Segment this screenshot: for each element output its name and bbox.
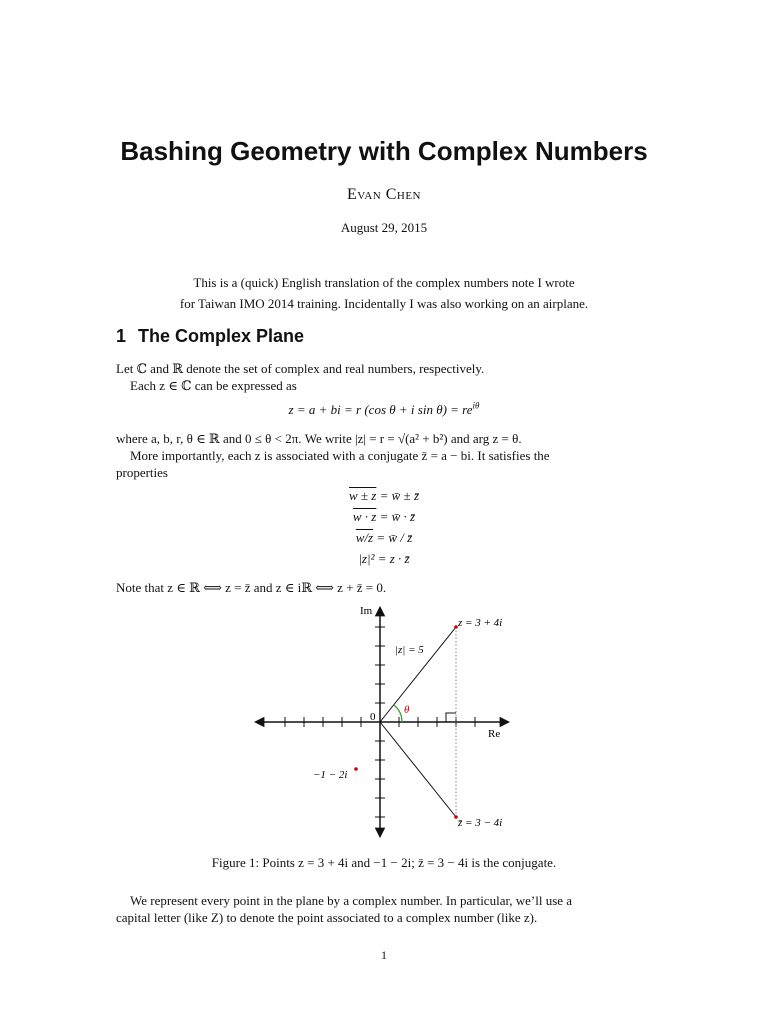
abstract-line-1: This is a (quick) English translation of the complex numbers note I wrote (193, 275, 575, 290)
paragraph-3: where a, b, r, θ ∈ ℝ and 0 ≤ θ < 2π. We write |z| = r = √(a² + b²) and arg z = θ. (116, 431, 522, 446)
abstract (0, 272, 768, 314)
axis-label-re: Re (488, 728, 501, 740)
right-angle-marker (446, 713, 456, 722)
point-z-label: z = 3 + 4i (458, 617, 503, 629)
section-heading (116, 326, 304, 347)
property-rhs-3: w̄ / z̄ (388, 530, 413, 545)
abstract-line-2: for Taiwan IMO 2014 training. Incidentally I was also working on an airplane. (179, 296, 589, 311)
property-lhs-4: |z|² = (358, 551, 387, 566)
paragraph-1: Let ℂ and ℝ denote the set of complex and real numbers, respectively. (116, 361, 485, 376)
closing-line-1: We represent every point in the plane by a complex number. In particular, we’ll use a (130, 893, 573, 908)
property-lhs-2: w · z (352, 509, 377, 524)
paragraph-2: Each z ∈ ℂ can be expressed as (130, 378, 297, 393)
complex-plane-figure (0, 600, 768, 845)
modulus-label: |z| = 5 (395, 644, 424, 656)
figure-caption: Figure 1: Points z = 3 + 4i and −1 − 2i; z̄ = 3 − 4i is the conjugate. (211, 855, 557, 870)
theta-arc (394, 705, 402, 722)
vector-z (380, 627, 456, 722)
conjugate-property-4 (0, 551, 768, 567)
point-zbar-label: z̄ = 3 − 4i (458, 817, 503, 829)
paragraph-4a: More importantly, each z is associated with a conjugate z̄ = a − bi. It satisfies the (130, 448, 550, 463)
conjugate-property-1: w ± z = w̄ ± z̄ (348, 488, 420, 503)
axis-label-im: Im (360, 605, 373, 617)
section-title: The Complex Plane (138, 326, 305, 346)
point-w (354, 767, 358, 771)
equation-polar-form (0, 402, 768, 418)
property-lhs-1: w ± z (348, 488, 377, 503)
page-number: 1 (381, 948, 387, 962)
theta-label: θ (404, 704, 410, 716)
vector-zbar (380, 722, 456, 817)
paper-title: Bashing Geometry with Complex Numbers (120, 136, 648, 166)
paper-date: August 29, 2015 (340, 220, 428, 235)
author-name: Evan Chen (347, 186, 421, 203)
property-rhs-2: w̄ · z̄ (391, 509, 416, 524)
property-rhs-4: z · z̄ (389, 551, 410, 566)
paragraph-4b: properties (116, 465, 168, 480)
property-rhs-1: w̄ ± z̄ (391, 488, 420, 503)
conjugate-property-3: w/z = w̄ / z̄ (355, 530, 413, 545)
closing-line-2: capital letter (like Z) to denote the point associated to a complex number (like z). (116, 910, 538, 925)
section-number: 1 (116, 326, 127, 346)
equation-polar-exponent: iθ (472, 400, 480, 411)
conjugate-property-2: w · z = w̄ · z̄ (352, 509, 416, 524)
origin-label: 0 (370, 711, 376, 723)
point-w-label: −1 − 2i (313, 769, 348, 781)
note-line: Note that z ∈ ℝ ⟺ z = z̄ and z ∈ iℝ ⟺ z + z̄ = 0. (116, 580, 387, 595)
equation-polar-text: z = a + bi = r (cos θ + i sin θ) = re (288, 402, 473, 417)
property-lhs-3: w/z (355, 530, 374, 545)
